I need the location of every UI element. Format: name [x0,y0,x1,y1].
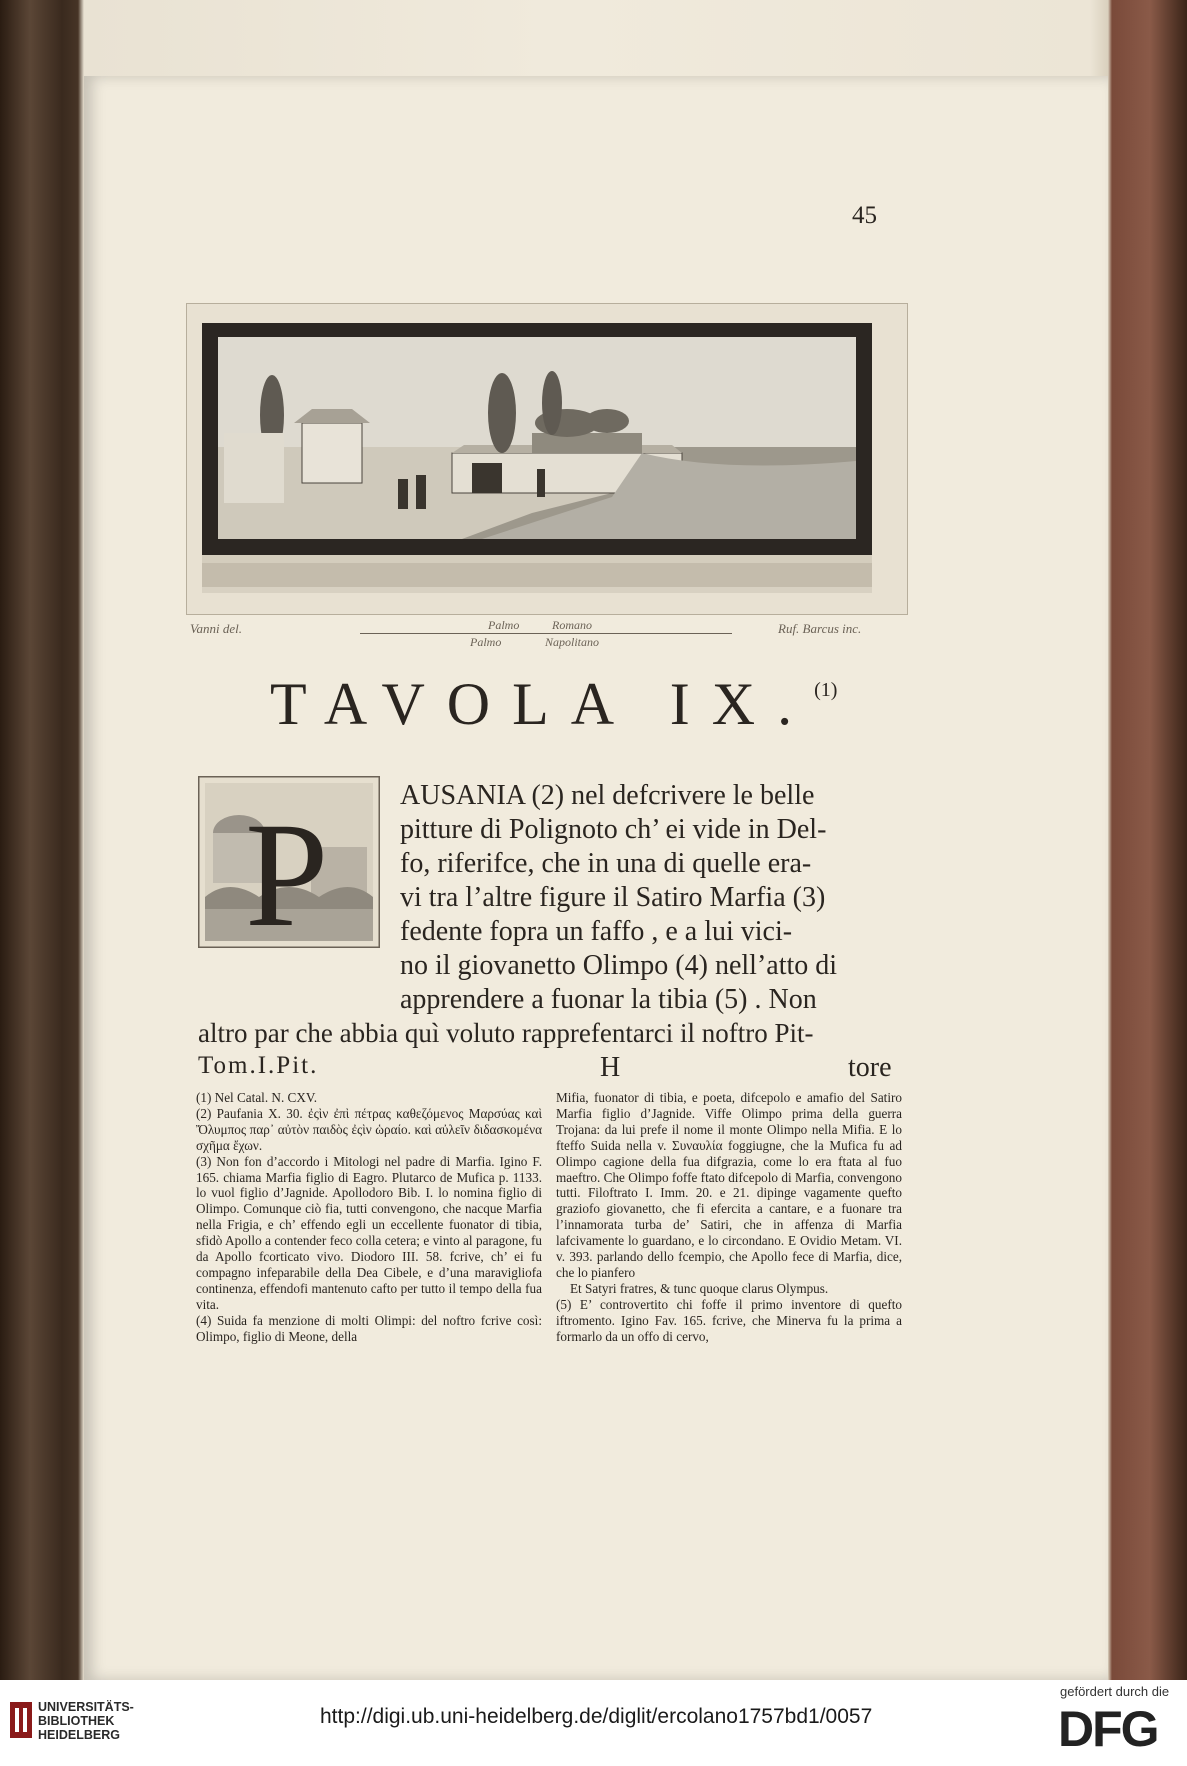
catchword: tore [848,1052,892,1083]
plate-credit-draughtsman: Vanni del. [190,621,242,636]
page-number: 45 [852,202,877,229]
body-line-4: vi tra l’altre figure il Satiro Marfia (3) [400,882,826,913]
footnote-4-start: (4) Suida fa menzione di molti Olimpi: del noftro fcrive così: Olimpo, figlio di Meone, della [196,1312,542,1344]
footnote-1: (1) Nel Catal. N. CXV. [196,1090,317,1105]
plate-title-note: (1) [814,679,838,701]
scale-label-romano: Romano [552,618,592,632]
svg-text:P: P [245,792,329,948]
body-line-5: fedente fopra un faffo , e a lui vici- [400,916,793,947]
plate-scale-bar [360,618,732,649]
scale-rule [360,633,732,634]
body-line-8: altro par che abbia quì voluto rapprefentarci il noftro Pit- [198,1018,814,1048]
footnote-5: (5) E’ controvertito chi foffe il primo inventore di quefto iftromento. Igino Fav. 165. fcrive, che Minerva fu la prima a formarlo da un offo di cervo, [556,1296,902,1344]
signature-mark: Tom.I.Pit. [198,1052,319,1079]
footnotes-left-column [196,1090,542,1345]
body-line-2: pitture di Polignoto ch’ ei vide in Del- [400,814,827,845]
library-name-line2: BIBLIOTHEK [38,1714,115,1728]
body-line-1: AUSANIA (2) nel defcrivere le belle [400,780,815,811]
university-library-name [38,1700,134,1742]
scale-label-palmo-top: Palmo [488,618,520,632]
footnote-4-cont: Mifia, fuonator di tibia, e poeta, difcepolo e amafio del Satiro Marfia figlio d’Jagnide. Viffe Olimpo prima della guerra Trojana: da lui prefe il nome il monte Olimpo nella Mifia. E lo fteffo Suida nella v. Συναυλία foggiugne, che la Mufica fu ad Olimpo cagione della fua difgrazia, come lo era ftata al fuo maeftro. Che Olimpo foffe ftato difcepolo di Marfia, convengono tutti. Filoftrato I. Imm. 20. e 21. dipinge vagamente quefto graziofo giovanetto, che fi efercita a cantare, e a fuonare tra l’innamorata turba de’ Satiri, che in affenza di Marfia lafcivamente lo guardano, e lo circondano. E Ovidio Metam. VI. v. 393. parlando dello fcempio, che Apollo fece di Marfia, dice, che lo pianfero [556,1090,902,1280]
signature-letter: H [600,1052,621,1083]
footnotes-right-column [556,1090,902,1345]
body-line-7: apprendere a fuonar la tibia (5) . Non [400,984,817,1015]
dfg-logo: DFG [1058,1701,1158,1757]
footnote-2: (2) Paufania X. 30. ἐςὶν ἐπὶ πέτρας καθεζόμενος Μαρσύας καὶ Ὄλυμπος παρ᾽ αὐτὸν παιδὸς ἐςὶν ὡραίο. καὶ αὐλεῖν διδασκομένα σχῆμα ἔχων. [196,1105,542,1153]
scale-label-napolitano: Napolitano [545,635,600,649]
plate-credit-engraver: Ruf. Barcus inc. [778,621,862,636]
fresco-engraving [202,323,872,608]
decorated-initial-p-icon [198,776,380,948]
library-name-line1: UNIVERSITÄTS- [38,1700,134,1714]
plate-title [270,670,837,739]
plate-title-text: TAVOLA IX. [270,671,815,737]
body-line-6: no il giovanetto Olimpo (4) nell’atto di [400,950,838,981]
footnote-3: (3) Non fon d’accordo i Mitologi nel padre di Marfia. Igino F. 165. chiama Marfia figlio di Eagro. Plutarco de Mufica p. 1133. lo vuol figlio d’Jagnide. Apollodoro Bib. I. lo nomina figlio di Olimpo. Comunque ciò fia, tutti convengono, che nacque Marfia nella Frigia, e ch’ effendo egli un eccellente fuonator di tibia, sfidò Apollo a contender feco colla cetera; e vinto al paragone, fu da Apollo fcorticato vivo. Diodoro III. 58. fcrive, ch’ ei fu compagno infeparabile della Dea Cibele, e d’una maravigliofa continenza, effendofi mantenuto cafto per tutto il tempo della fua vita. [196,1153,542,1312]
body-line-3: fo, riferifce, che in una di quelle era- [400,848,812,879]
sponsor-label: gefördert durch die [1060,1684,1170,1699]
library-name-line3: HEIDELBERG [38,1728,120,1742]
permalink-url[interactable]: http://digi.ub.uni-heidelberg.de/diglit/ercolano1757bd1/0057 [320,1705,873,1728]
footnote-4-verse: Et Satyri fratres, & tunc quoque clarus Olympus. [570,1280,829,1296]
university-library-logo-icon [8,1700,34,1740]
scale-label-palmo-bottom: Palmo [470,635,502,649]
